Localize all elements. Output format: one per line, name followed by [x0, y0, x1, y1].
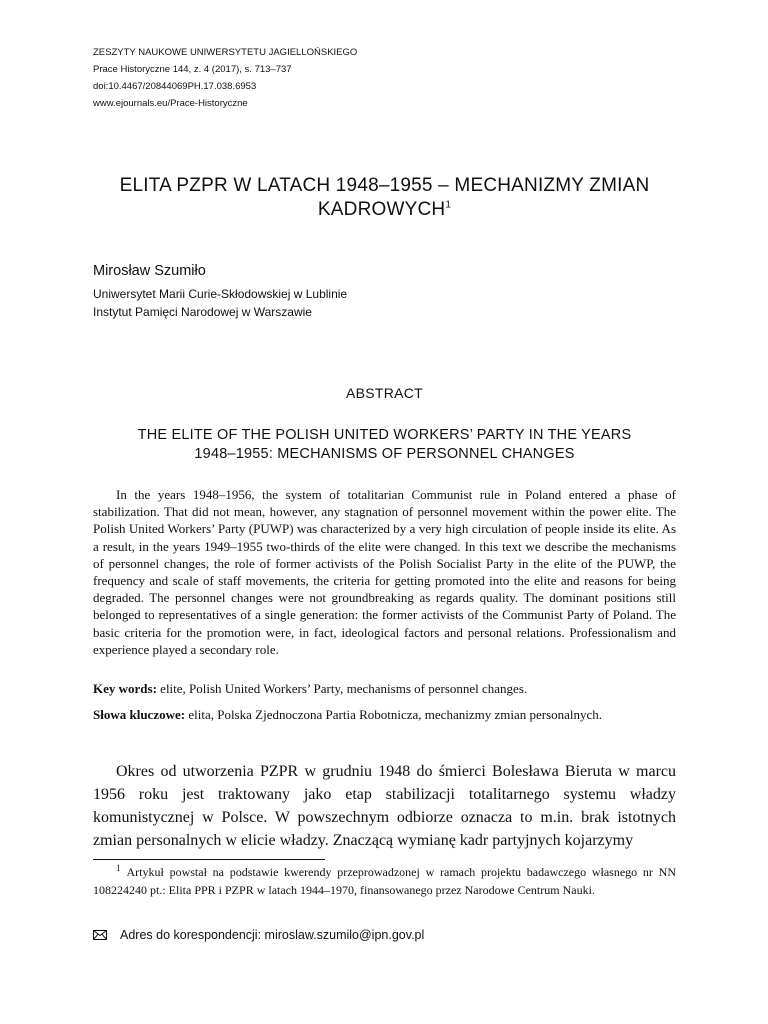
- article-title-line-2-text: KADROWYCH: [317, 199, 446, 220]
- keywords-label: Key words:: [93, 681, 157, 696]
- keywords-text: elite, Polish United Workers’ Party, mechanisms of personnel changes.: [160, 681, 528, 696]
- journal-name: ZESZYTY NAUKOWE UNIWERSYTETU JAGIELLOŃSKIEGO: [93, 47, 358, 58]
- abstract-text: In the years 1948–1956, the system of totalitarian Communist rule in Poland entered a phase of stabilization. That did not mean, however, any stagnation of personnel movement within the power elite. The Polish United Workers’ Party (PUWP) was characterized by a very high circulation of people inside its elite. As a result, in the years 1949–1955 two-thirds of the elite were changed. In this text we describe the mechanisms of personnel changes, the role of former activists of the Polish Socialist Party in the elite of the PUWP, the frequency and scale of staff movements, the criteria for getting promoted into the elite and reasons for being degraded. The personnel changes were not groundbreaking as regards quality. The dominant positions still belonged to representatives of a single generation: the former activists of the Communist Party of Poland. The basic criteria for the promotion were, in fact, ideological factors and personal relations. Professionalism and experience played a secondary role.: [93, 487, 676, 657]
- correspondence-text: Adres do korespondencji: miroslaw.szumilo@ipn.gov.pl: [120, 928, 425, 942]
- correspondence: [93, 926, 676, 944]
- affiliation: Instytut Pamięci Narodowej w Warszawie: [93, 305, 312, 319]
- abstract-heading: ABSTRACT: [345, 385, 424, 401]
- author-affiliations: [93, 285, 347, 321]
- affiliation: Uniwersytet Marii Curie-Skłodowskiej w Lublinie: [93, 287, 348, 301]
- footnote-mark: 1: [116, 863, 121, 873]
- article-title-line-2: [93, 198, 676, 222]
- keywords: [93, 680, 676, 697]
- polish-keywords-text: elita, Polska Zjednoczona Partia Robotnicza, mechanizmy zmian personalnych.: [188, 707, 603, 722]
- polish-keywords-label: Słowa kluczowe:: [93, 707, 186, 722]
- footnote-divider: [93, 859, 325, 860]
- journal-citation: Prace Historyczne 144, z. 4 (2017), s. 713–737: [93, 64, 292, 75]
- footnote-text: Artykuł powstał na podstawie kwerendy przeprowadzonej w ramach projektu badawczego własnego nr NN 108224240 pt.: Elita PPR i PZPR w latach 1944–1970, finansowanego przez Narodowe Centrum Nauki.: [93, 865, 676, 897]
- english-title-line-1: THE ELITE OF THE POLISH UNITED WORKERS’ PARTY IN THE YEARS: [137, 427, 632, 443]
- journal-header: [93, 44, 693, 112]
- author-name: Mirosław Szumiło: [93, 263, 206, 279]
- english-title-line-2: 1948–1955: MECHANISMS OF PERSONNEL CHANGES: [194, 446, 575, 462]
- article-title-line-1: ELITA PZPR W LATACH 1948–1955 – MECHANIZMY ZMIAN: [119, 175, 650, 196]
- footnote: [93, 864, 676, 899]
- polish-keywords: [93, 706, 676, 723]
- journal-url: www.ejournals.eu/Prace-Historyczne: [93, 98, 248, 109]
- journal-doi: doi:10.4467/20844069PH.17.038.6953: [93, 81, 257, 92]
- english-title: [93, 426, 676, 464]
- article-title: [93, 174, 676, 222]
- title-footnote-mark: 1: [445, 199, 452, 211]
- body-paragraph: Okres od utworzenia PZPR w grudniu 1948 do śmierci Bolesława Bieruta w marcu 1956 roku jest traktowany jako etap stabilizacji totalitarnego systemu władzy komunistycznej w Polsce. W powszechnym odbiorze oznacza to m.in. brak istotnych zmian personalnych w elicie władzy. Znaczącą wymianę kadr partyjnych kojarzymy: [93, 763, 676, 849]
- envelope-icon: [93, 927, 107, 937]
